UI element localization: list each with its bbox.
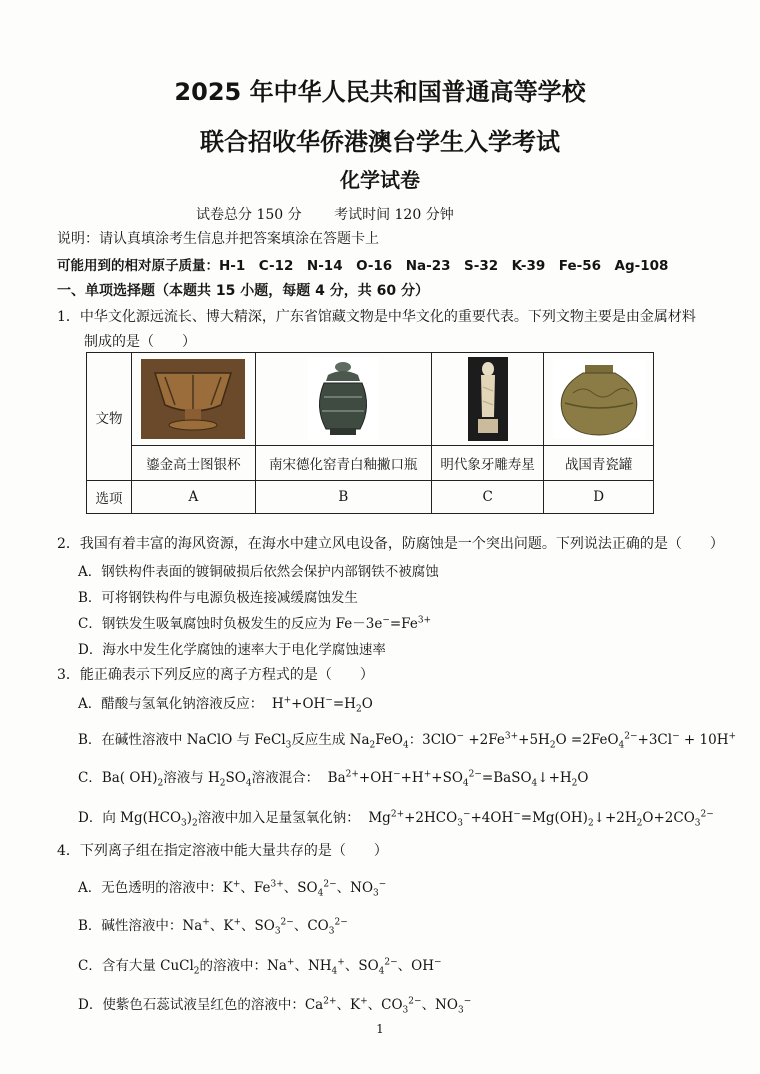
celadon-jar-image: [553, 359, 645, 439]
page-number: 1: [376, 1022, 384, 1036]
q4-stem: 4．下列离子组在指定溶液中能大量共存的是（ ）: [57, 843, 388, 859]
option-d[interactable]: D: [544, 481, 654, 514]
q2-option-b[interactable]: B．可将钢铁构件与电源负极连接减缓腐蚀发生: [78, 590, 358, 606]
exam-title-line2: 联合招收华侨港澳台学生入学考试: [200, 128, 560, 156]
q1-stem-line2: 制成的是（ ）: [84, 334, 196, 350]
q3-stem: 3．能正确表示下列反应的离子方程式的是（ ）: [57, 667, 374, 683]
q4-option-d[interactable]: D．使紫色石蕊试液呈红色的溶液中：$Ca^{2+}$、K+、$CO_3^{2-}$、$NO_3^-$: [78, 996, 472, 1016]
artifact-image-b: [255, 353, 431, 446]
artifact-name-a: 鎏金高士图银杯: [132, 446, 256, 481]
subject-title: 化学试卷: [340, 168, 420, 192]
artifact-image-a: [132, 353, 256, 446]
q3-option-a[interactable]: A．醋酸与氢氧化钠溶液反应： $H^++OH^-=H_2O$: [78, 695, 373, 715]
celadon-vase-image: [308, 357, 378, 441]
time-limit: 考试时间 120 分钟: [334, 207, 454, 223]
total-score: 试卷总分 150 分: [196, 207, 302, 223]
q4-option-b[interactable]: B．碱性溶液中：Na+、K+、$SO_3^{2-}$、$CO_3^{2-}$: [78, 917, 348, 937]
q3-option-d[interactable]: D．向 $Mg(HCO_3)_2$溶液中加入足量氢氧化钠： $Mg^{2+}+2HCO_3^-+4OH^-=Mg(OH)_2↓+2H_2O+2CO_3^{2-}$: [78, 809, 714, 829]
q1-stem-line1: 1．中华文化源远流长、博大精深，广东省馆藏文物是中华文化的重要代表。下列文物主要是由金属材料: [57, 309, 696, 325]
atomic-masses: 可能用到的相对原子质量：H-1 C-12 N-14 O-16 Na-23 S-32 K-39 Fe-56 Ag-108: [57, 258, 669, 274]
artifact-name-b: 南宋德化窑青白釉撇口瓶: [255, 446, 431, 481]
ivory-figure-image: [468, 357, 508, 441]
q2-option-c[interactable]: C．钢铁发生吸氧腐蚀时负极发生的反应为 $Fe-3e^-=Fe^{3+}$: [78, 615, 432, 632]
q3-option-b[interactable]: B．在碱性溶液中 NaClO 与 FeCl$_3$反应生成 $Na_2FeO_4$：$3ClO^- +2Fe^{3+}+5H_2O =2FeO_4^{2-}+3Cl^- + 10H^+$: [78, 731, 737, 751]
q2-stem: 2．我国有着丰富的海风资源，在海水中建立风电设备，防腐蚀是一个突出问题。下列说法正确的是（ ）: [57, 536, 724, 552]
option-c[interactable]: C: [431, 481, 544, 514]
exam-meta: [196, 204, 454, 224]
q2-option-a[interactable]: A．钢铁构件表面的镀铜破损后依然会保护内部钢铁不被腐蚀: [78, 564, 439, 580]
row-label-artifact: 文物: [87, 353, 132, 481]
q3-option-c[interactable]: C．Ba( $OH)_2$溶液与 $H_2SO_4$溶液混合： $Ba^{2+}+OH^-+H^++SO_4^{2-}=BaSO_4↓+H_2O$: [78, 769, 589, 789]
q2-option-d[interactable]: D．海水中发生化学腐蚀的速率大于电化学腐蚀速率: [78, 642, 386, 658]
option-b[interactable]: B: [255, 481, 431, 514]
option-a[interactable]: A: [132, 481, 256, 514]
row-label-option: 选项: [87, 481, 132, 514]
section1-title: 一、单项选择题（本题共 15 小题，每题 4 分，共 60 分）: [57, 283, 429, 299]
q4-option-c[interactable]: C．含有大量 CuCl$_2$的溶液中：Na+、$NH_4^+$、$SO_4^{2-}$、OH−: [78, 957, 442, 977]
instructions: 说明：请认真填涂考生信息并把答案填涂在答题卡上: [57, 231, 379, 247]
artifact-name-c: 明代象牙雕寿星: [431, 446, 544, 481]
artifact-image-d: [544, 353, 654, 446]
silver-cup-image: [141, 359, 245, 439]
artifact-name-d: 战国青瓷罐: [544, 446, 654, 481]
artifact-image-c: [431, 353, 544, 446]
q4-option-a[interactable]: A．无色透明的溶液中：K+、$Fe^{3+}$、$SO_4^{2-}$、$NO_3^-$: [78, 879, 387, 899]
exam-title-line1: 2025 年中华人民共和国普通高等学校: [174, 78, 586, 106]
artifact-table: [86, 352, 654, 514]
